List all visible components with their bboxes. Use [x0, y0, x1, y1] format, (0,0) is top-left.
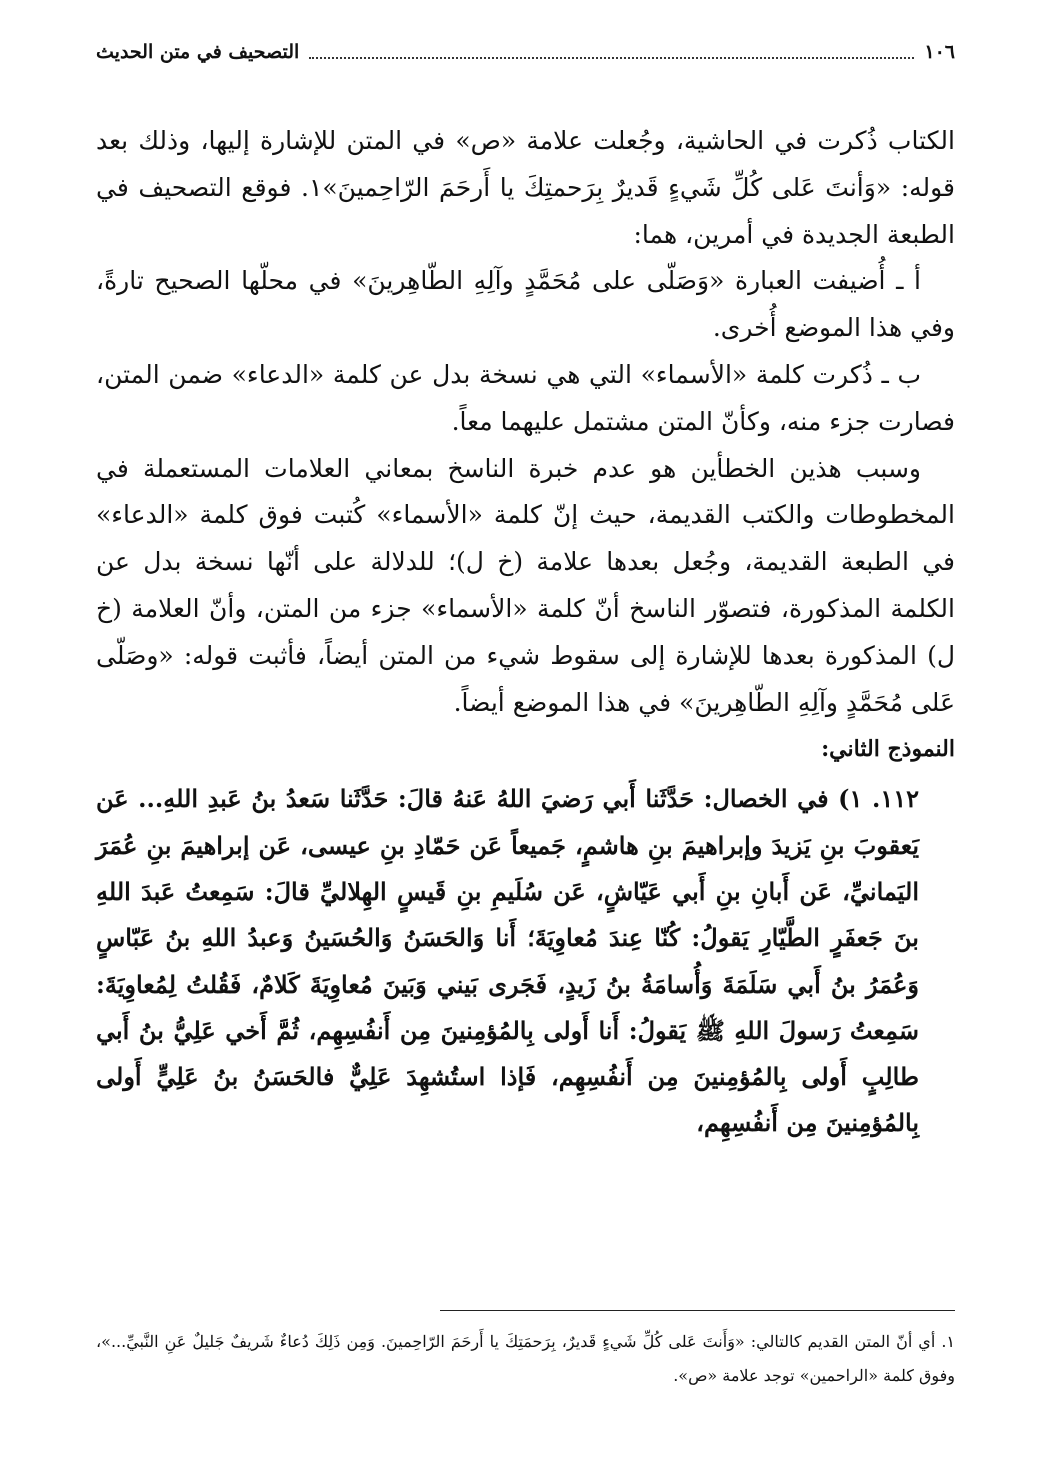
- footnote-text: ١. أي أنّ المتن القديم كالتالي: «وَأَنتَ عَلى كُلِّ شَيءٍ قَديرٌ، بِرَحمَتِكَ يا أَرحَمَ الرّاحِمينَ. وَمِن ذَلِكَ دُعاءٌ شَريفٌ جَليلٌ عَنِ النَّبيِّ...»، وفوق كلمة «الراحمين» توجد علامة «ص».: [96, 1332, 955, 1385]
- running-title: التصحيف في متن الحديث: [96, 41, 300, 63]
- page-number: ١٠٦: [924, 41, 955, 63]
- footnote-area: [96, 1310, 955, 1393]
- book-page: [96, 0, 955, 1477]
- running-header: [96, 32, 955, 72]
- section-heading: النموذج الثاني:: [821, 736, 955, 763]
- main-text: [96, 118, 955, 1147]
- paragraph-explanation: وسبب هذين الخطأين هو عدم خبرة الناسخ بمعاني العلامات المستعملة في المخطوطات والكتب القديمة، حيث إنّ كلمة «الأسماء» كُتبت فوق كلمة «الدعاء» في الطبعة القديمة، وجُعل بعدها علامة (خ ل)؛ للدلالة على أنّها نسخة بدل عن الكلمة المذكورة، فتصوّر الناسخ أنّ كلمة «الأسماء» جزء من المتن، وأنّ العلامة (خ ل) المذكورة بعدها للإشارة إلى سقوط شيء من المتن أيضاً، فأثبت قوله: «وصَلّى عَلى مُحَمَّدٍ وآلِهِ الطّاهِرينَ» في هذا الموضع أيضاً.: [96, 453, 955, 717]
- paragraph-continuation: الكتاب ذُكرت في الحاشية، وجُعلت علامة «ص» في المتن للإشارة إليها، وذلك بعد قوله: «وَأنتَ عَلى كُلِّ شَيءٍ قَديرٌ بِرَحمتِكَ يا أَرحَمَ الرّاحِمينَ»١. فوقع التصحيف في الطبعة الجديدة في أمرين، هما:: [96, 126, 956, 249]
- footnote-separator: [440, 1310, 955, 1311]
- header-leader-dots: [309, 57, 914, 59]
- paragraph-item-b: ب ـ ذُكرت كلمة «الأسماء» التي هي نسخة بدل عن كلمة «الدعاء» ضمن المتن، فصارت جزء منه، وكأنّ المتن مشتمل عليهما معاً.: [96, 359, 955, 436]
- paragraph-item-a: أ ـ أُضيفت العبارة «وَصَلّى على مُحَمَّدٍ وآلِهِ الطّاهِرينَ» في محلّها الصحيح تارةً، وفي هذا الموضع أُخرى.: [96, 266, 955, 343]
- hadith-quotation: ١١٢. ١) في الخصال: حَدَّثَنا أَبي رَضيَ اللهُ عَنهُ قالَ: حَدَّثَنا سَعدُ بنُ عَبدِ اللهِ... عَن يَعقوبَ بنِ يَزيدَ وإبراهيمَ بنِ هاشمٍ، جَميعاً عَن حَمّادِ بنِ عيسى، عَن إبراهيمَ بنِ عُمَرَ اليَمانيِّ، عَن أَبانِ بنِ أَبي عَيّاشٍ، عَن سُلَيمِ بنِ قَيسٍ الهِلاليِّ قالَ: سَمِعتُ عَبدَ اللهِ بنَ جَعفَرٍ الطَّيّارِ يَقولُ: كُنّا عِندَ مُعاوِيَةَ؛ أَنا وَالحَسَنُ وَالحُسَينُ وَعبدُ اللهِ بنُ عَبّاسٍ وَعُمَرُ بنُ أَبي سَلَمَةَ وَأُسامَةُ بنُ زَيدٍ، فَجَرى بَيني وَبَينَ مُعاوِيَةَ كَلامٌ، فَقُلتُ لِمُعاوِيَةَ: سَمِعتُ رَسولَ اللهِ ﷺ يَقولُ: أَنا أَولى بِالمُؤمِنينَ مِن أَنفُسِهِم، ثُمَّ أَخي عَلِيُّ بنُ أَبي طالِبٍ أَولى بِالمُؤمِنينَ مِن أَنفُسِهِم، فَإذا استُشهِدَ عَلِيٌّ فالحَسَنُ بنُ عَلِيٍّ أَولى بِالمُؤمِنينَ مِن أَنفُسِهِم،: [96, 784, 920, 1138]
